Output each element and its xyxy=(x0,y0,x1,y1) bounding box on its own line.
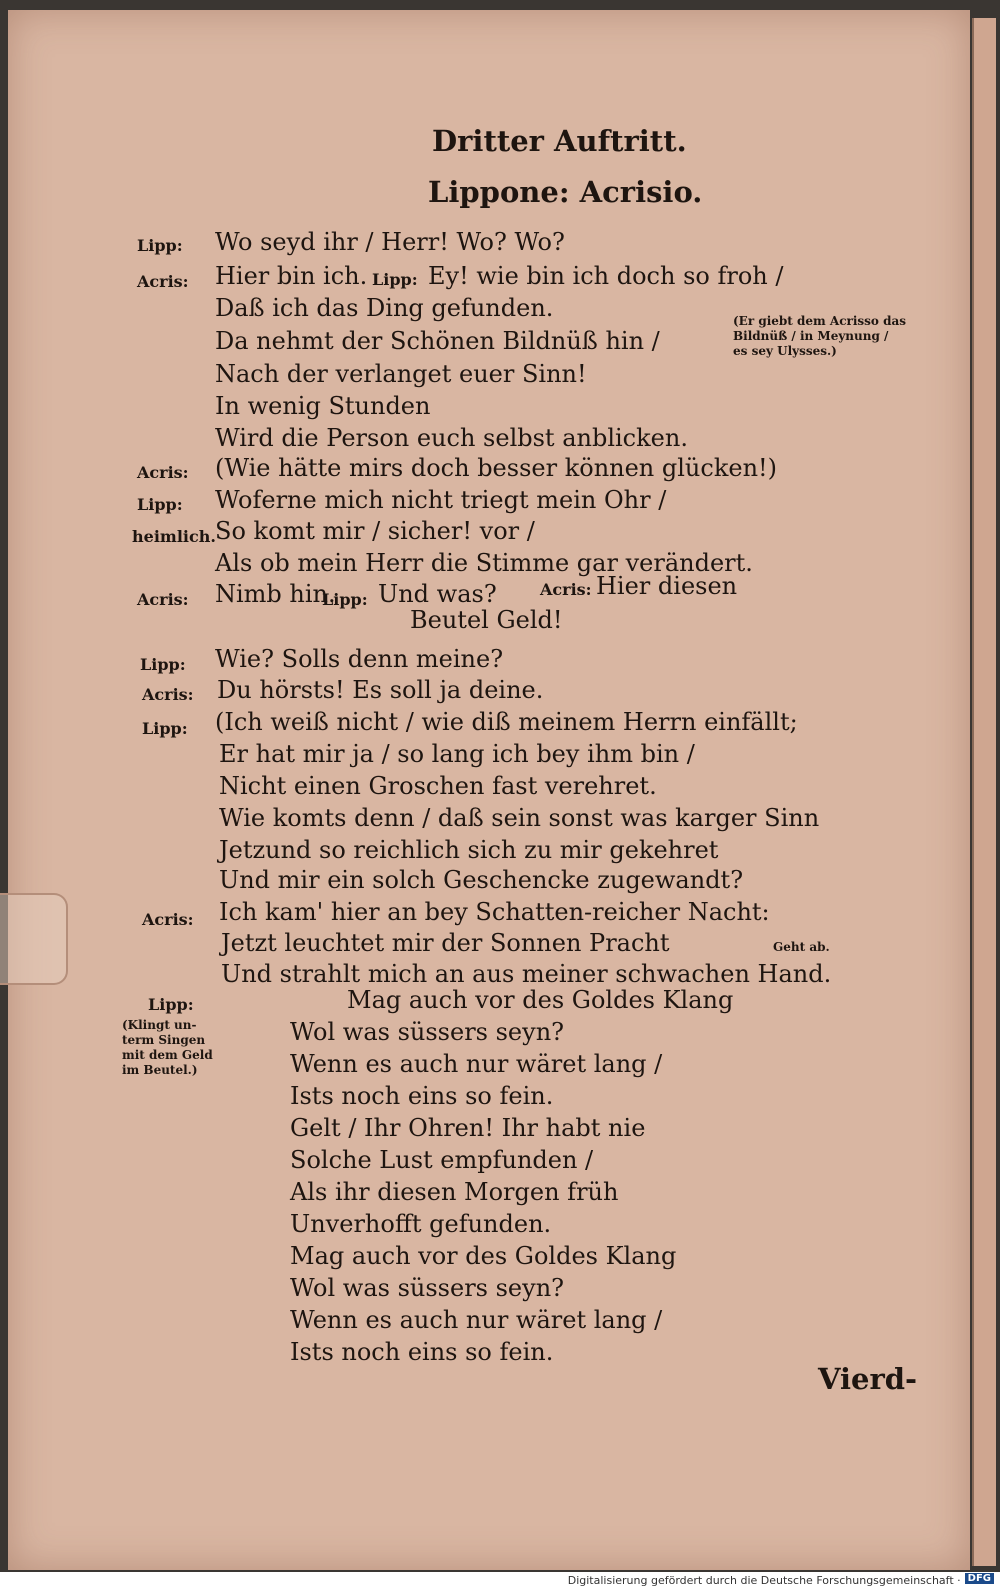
stage-direction-note xyxy=(733,314,906,359)
speaker-label: Acris: xyxy=(142,685,194,704)
speaker-label: Lipp: xyxy=(148,995,194,1014)
verse-line: Wo seyd ihr / Herr! Wo? Wo? xyxy=(215,228,565,256)
verse-line: Und mir ein solch Geschencke zugewandt? xyxy=(219,866,744,894)
verse-line: Ists noch eins so fein. xyxy=(290,1338,554,1366)
inline-speaker-label: Lipp: xyxy=(372,270,418,289)
verse-line: Nicht einen Groschen fast verehret. xyxy=(219,772,657,800)
verse-line: Und was? xyxy=(378,580,497,608)
verse-line: (Wie hätte mirs doch besser können glücken!) xyxy=(215,454,778,482)
verse-line: Hier diesen xyxy=(596,572,738,600)
verse-line: Und strahlt mich an aus meiner schwachen Hand. xyxy=(221,960,832,988)
note-line: (Klingt un- xyxy=(122,1018,197,1032)
scene-title: Dritter Auftritt. xyxy=(432,124,687,158)
verse-line: Gelt / Ihr Ohren! Ihr habt nie xyxy=(290,1114,646,1142)
note-line: Bildnüß / in Meynung / xyxy=(733,329,889,343)
verse-line: Wie? Solls denn meine? xyxy=(215,645,504,673)
verse-line: In wenig Stunden xyxy=(215,392,431,420)
footer-text: Digitalisierung gefördert durch die Deutsche Forschungsgemeinschaft · xyxy=(567,1574,961,1587)
speaker-label: Lipp: xyxy=(142,719,188,738)
note-line: term Singen xyxy=(122,1033,206,1047)
verse-line: Wird die Person euch selbst anblicken. xyxy=(215,424,688,452)
speaker-label: Acris: xyxy=(142,910,194,929)
verse-line: Woferne mich nicht triegt mein Ohr / xyxy=(215,486,667,514)
verse-line: Ich kam' hier an bey Schatten-reicher Nacht: xyxy=(219,898,770,926)
next-page-edge xyxy=(972,18,996,1566)
verse-line: Mag auch vor des Goldes Klang xyxy=(347,986,734,1014)
verse-line: Nimb hin. xyxy=(215,580,336,608)
verse-line: Als ihr diesen Morgen früh xyxy=(290,1178,619,1206)
page-clip xyxy=(0,893,68,985)
verse-line: Jetzund so reichlich sich zu mir gekehret xyxy=(219,836,719,864)
verse-line: Ey! wie bin ich doch so froh / xyxy=(428,262,784,290)
verse-line: Nach der verlanget euer Sinn! xyxy=(215,360,587,388)
verse-line: (Ich weiß nicht / wie diß meinem Herrn einfällt; xyxy=(215,708,798,736)
verse-line: Hier bin ich. xyxy=(215,262,368,290)
dfg-logo: DFG xyxy=(965,1573,994,1584)
inline-speaker-label: Lipp: xyxy=(322,590,368,609)
stage-direction-note xyxy=(122,1018,213,1078)
verse-line: Wol was süssers seyn? xyxy=(290,1018,565,1046)
verse-line: Jetzt leuchtet mir der Sonnen Pracht xyxy=(221,929,670,957)
speaker-label: Acris: xyxy=(137,272,189,291)
verse-line: Du hörsts! Es soll ja deine. xyxy=(217,676,544,704)
speaker-label: Acris: xyxy=(137,463,189,482)
note-line: im Beutel.) xyxy=(122,1063,198,1077)
scene-persons: Lippone: Acrisio. xyxy=(428,175,703,209)
speaker-label: Lipp: xyxy=(140,655,186,674)
stage-direction-exit: Geht ab. xyxy=(773,940,830,954)
verse-line: So komt mir / sicher! vor / xyxy=(215,517,535,545)
verse-line: Als ob mein Herr die Stimme gar verändert. xyxy=(215,549,753,577)
note-line: (Er giebt dem Acrisso das xyxy=(733,314,907,328)
verse-line: Wie komts denn / daß sein sonst was karger Sinn xyxy=(219,804,820,832)
speaker-label: Lipp: xyxy=(137,495,183,514)
speaker-label: Lipp: xyxy=(137,236,183,255)
verse-line: Ists noch eins so fein. xyxy=(290,1082,554,1110)
verse-line: Daß ich das Ding gefunden. xyxy=(215,294,554,322)
verse-line: Wenn es auch nur wäret lang / xyxy=(290,1306,663,1334)
verse-line: Unverhofft gefunden. xyxy=(290,1210,552,1238)
catchword: Vierd- xyxy=(818,1362,918,1396)
note-line: mit dem Geld xyxy=(122,1048,213,1062)
verse-line: Er hat mir ja / so lang ich bey ihm bin / xyxy=(219,740,695,768)
digitization-footer xyxy=(0,1572,1000,1590)
verse-line: Wenn es auch nur wäret lang / xyxy=(290,1050,663,1078)
speaker-label: heimlich. xyxy=(132,527,216,546)
verse-line: Da nehmt der Schönen Bildnüß hin / xyxy=(215,327,660,355)
verse-line: Wol was süssers seyn? xyxy=(290,1274,565,1302)
inline-speaker-label: Acris: xyxy=(540,580,592,599)
verse-line: Mag auch vor des Goldes Klang xyxy=(290,1242,677,1270)
note-line: es sey Ulysses.) xyxy=(733,344,837,358)
speaker-label: Acris: xyxy=(137,590,189,609)
verse-line: Beutel Geld! xyxy=(410,606,563,634)
verse-line: Solche Lust empfunden / xyxy=(290,1146,594,1174)
